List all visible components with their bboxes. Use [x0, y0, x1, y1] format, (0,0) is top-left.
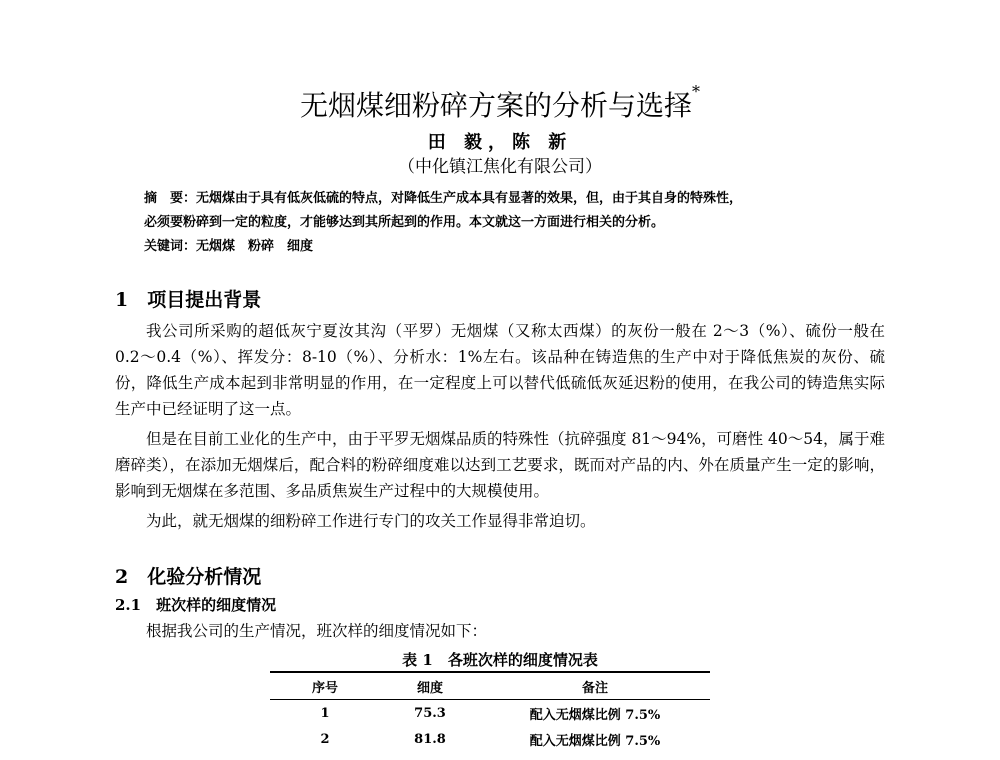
table-cell-index: 1: [320, 705, 330, 721]
table-title: 表 1 各班次样的细度情况表: [402, 651, 598, 669]
title-footnote-mark: *: [692, 82, 700, 101]
section-2-heading: 2 化验分析情况: [115, 566, 262, 588]
keywords: 关键词：无烟煤 粉碎 细度: [144, 239, 314, 254]
table-cell-remark: 配入无烟煤比例 7.5%: [529, 707, 661, 723]
section-1-paragraph-3: 为此，就无烟煤的细粉碎工作进行专门的攻关工作显得非常迫切。: [146, 512, 596, 530]
section-1-heading: 1 项目提出背景: [115, 289, 262, 311]
paper-title: [0, 84, 1000, 124]
table-header-remark: 备注: [581, 680, 608, 696]
abstract-line-2: 必须要粉碎到一定的粒度，才能够达到其所起到的作用。本文就这一方面进行相关的分析。: [144, 215, 665, 230]
table-cell-fineness: 75.3: [414, 705, 446, 721]
section-1-paragraph-2: 但是在目前工业化的生产中，由于平罗无烟煤品质的特殊性（抗碎强度 81～94%，可磨性 40～54，属于难磨碎类），在添加无烟煤后，配合料的粉碎细度难以达到工艺要求，既而对产品的内、外在质量产生一定的影响，影响到无烟煤在多范围、多品质焦炭生产过程中的大规模使用。: [115, 430, 885, 500]
table-cell-index: 2: [320, 731, 330, 747]
affiliation: （中化镇江焦化有限公司）: [398, 157, 602, 177]
table-header-index: 序号: [311, 680, 338, 696]
section-1-paragraph-1: 我公司所采购的超低灰宁夏汝其沟（平罗）无烟煤（又称太西煤）的灰份一般在 2～3（%）、硫份一般在 0.2～0.4（%）、挥发分：8-10（%）、分析水：1%左右。该品种在铸造焦的生产中对于降低焦炭的灰份、硫份，降低生产成本起到非常明显的作用，在一定程度上可以替代低硫低灰延迟粉的使用，在我公司的铸造焦实际生产中已经证明了这一点。: [115, 322, 885, 418]
table-cell-remark: 配入无烟煤比例 7.5%: [529, 733, 661, 749]
section-2-1-heading: 2.1 班次样的细度情况: [115, 596, 277, 614]
authors: 田 毅，陈 新: [427, 132, 573, 153]
table-header-row: [270, 672, 710, 700]
table-row: [270, 726, 710, 752]
fineness-table: [270, 671, 710, 752]
paper-title-text: 无烟煤细粉碎方案的分析与选择: [299, 89, 692, 122]
table-cell-fineness: 81.8: [414, 731, 446, 747]
table-row: [270, 700, 710, 727]
section-2-paragraph-1: 根据我公司的生产情况，班次样的细度情况如下：: [146, 622, 488, 640]
table-header-fineness: 细度: [416, 680, 443, 696]
abstract-line-1: 摘 要：无烟煤由于具有低灰低硫的特点，对降低生产成本具有显著的效果，但，由于其自身的特殊性，: [144, 191, 743, 206]
